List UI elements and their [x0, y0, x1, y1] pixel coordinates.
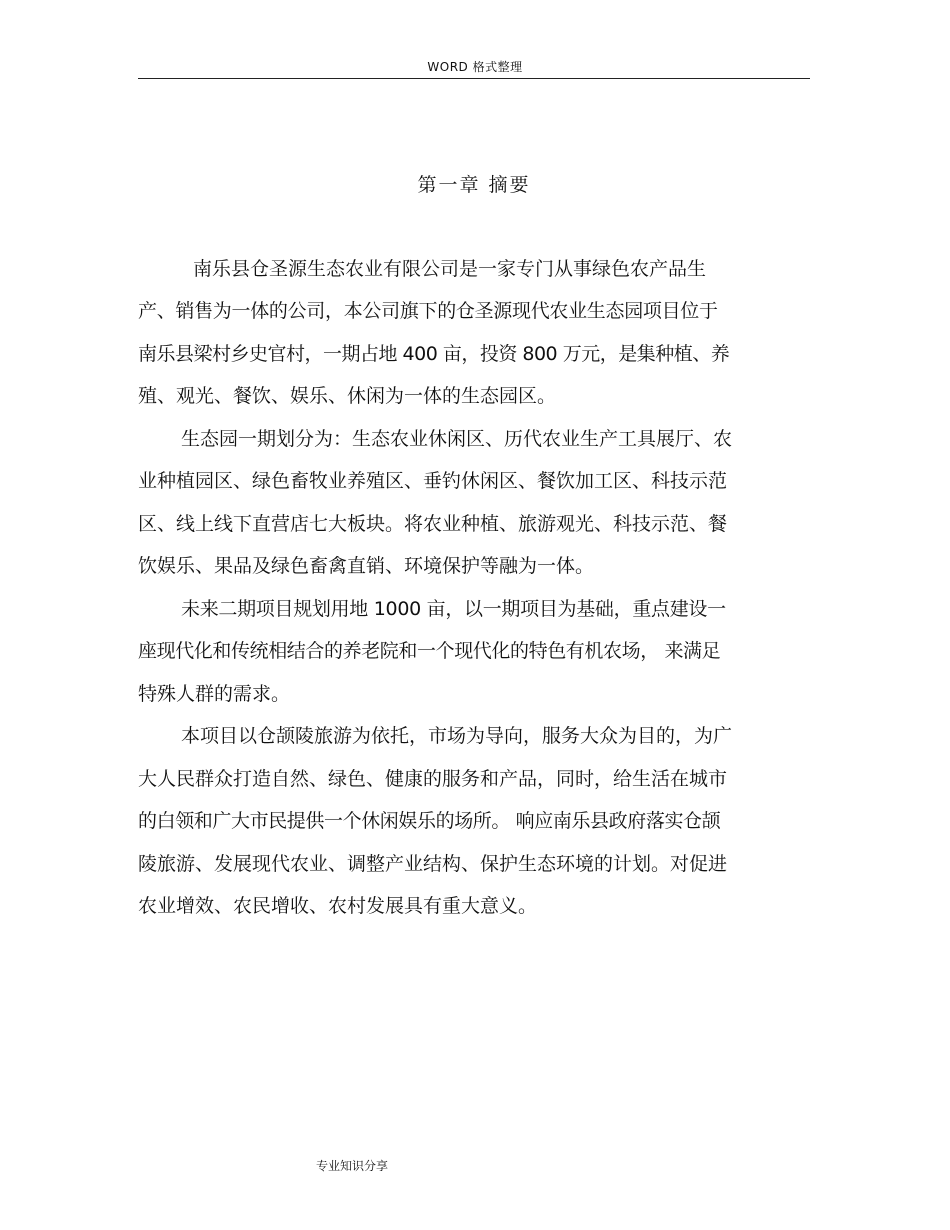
body-line: 生态园一期划分为：生态农业休闲区、历代农业生产工具展厅、农: [181, 428, 733, 450]
body-line: 区、线上线下直营店七大板块。将农业种植、旅游观光、科技示范、餐: [138, 513, 728, 535]
body-line: 南乐县仓圣源生态农业有限公司是一家专门从事绿色农产品生: [193, 258, 707, 280]
page-header: WORD 格式整理: [427, 60, 523, 74]
body-line: 的白领和广大市民提供一个休闲娱乐的场所。 响应南乐县政府落实仓颉: [138, 810, 721, 832]
body-line: 南乐县梁村乡史官村，一期占地 400 亩，投资 800 万元，是集种植、养: [138, 343, 730, 365]
body-line: 本项目以仓颉陵旅游为依托，市场为导向，服务大众为目的，为广: [181, 725, 733, 747]
header-divider: [138, 78, 810, 79]
body-line: 产、销售为一体的公司，本公司旗下的仓圣源现代农业生态园项目位于: [138, 300, 718, 322]
body-line: 农业增效、农民增收、农村发展具有重大意义。: [138, 895, 538, 917]
body-line: 特殊人群的需求。: [138, 683, 291, 705]
body-line: 饮娱乐、果品及绿色畜禽直销、环境保护等融为一体。: [138, 555, 595, 577]
body-line: 业种植园区、绿色畜牧业养殖区、垂钓休闲区、餐饮加工区、科技示范: [138, 470, 728, 492]
body-line: 大人民群众打造自然、绿色、健康的服务和产品，同时，给生活在城市: [138, 768, 728, 790]
body-line: 陵旅游、发展现代农业、调整产业结构、保护生态环境的计划。对促进: [138, 853, 728, 875]
page-footer: 专业知识分享: [316, 1159, 389, 1173]
body-line: 座现代化和传统相结合的养老院和一个现代化的特色有机农场， 来满足: [138, 640, 721, 662]
body-line: 殖、观光、餐饮、娱乐、休闲为一体的生态园区。: [138, 385, 557, 407]
body-line: 未来二期项目规划用地 1000 亩，以一期项目为基础，重点建设一: [181, 598, 726, 620]
chapter-title: 第一章 摘要: [417, 174, 531, 196]
